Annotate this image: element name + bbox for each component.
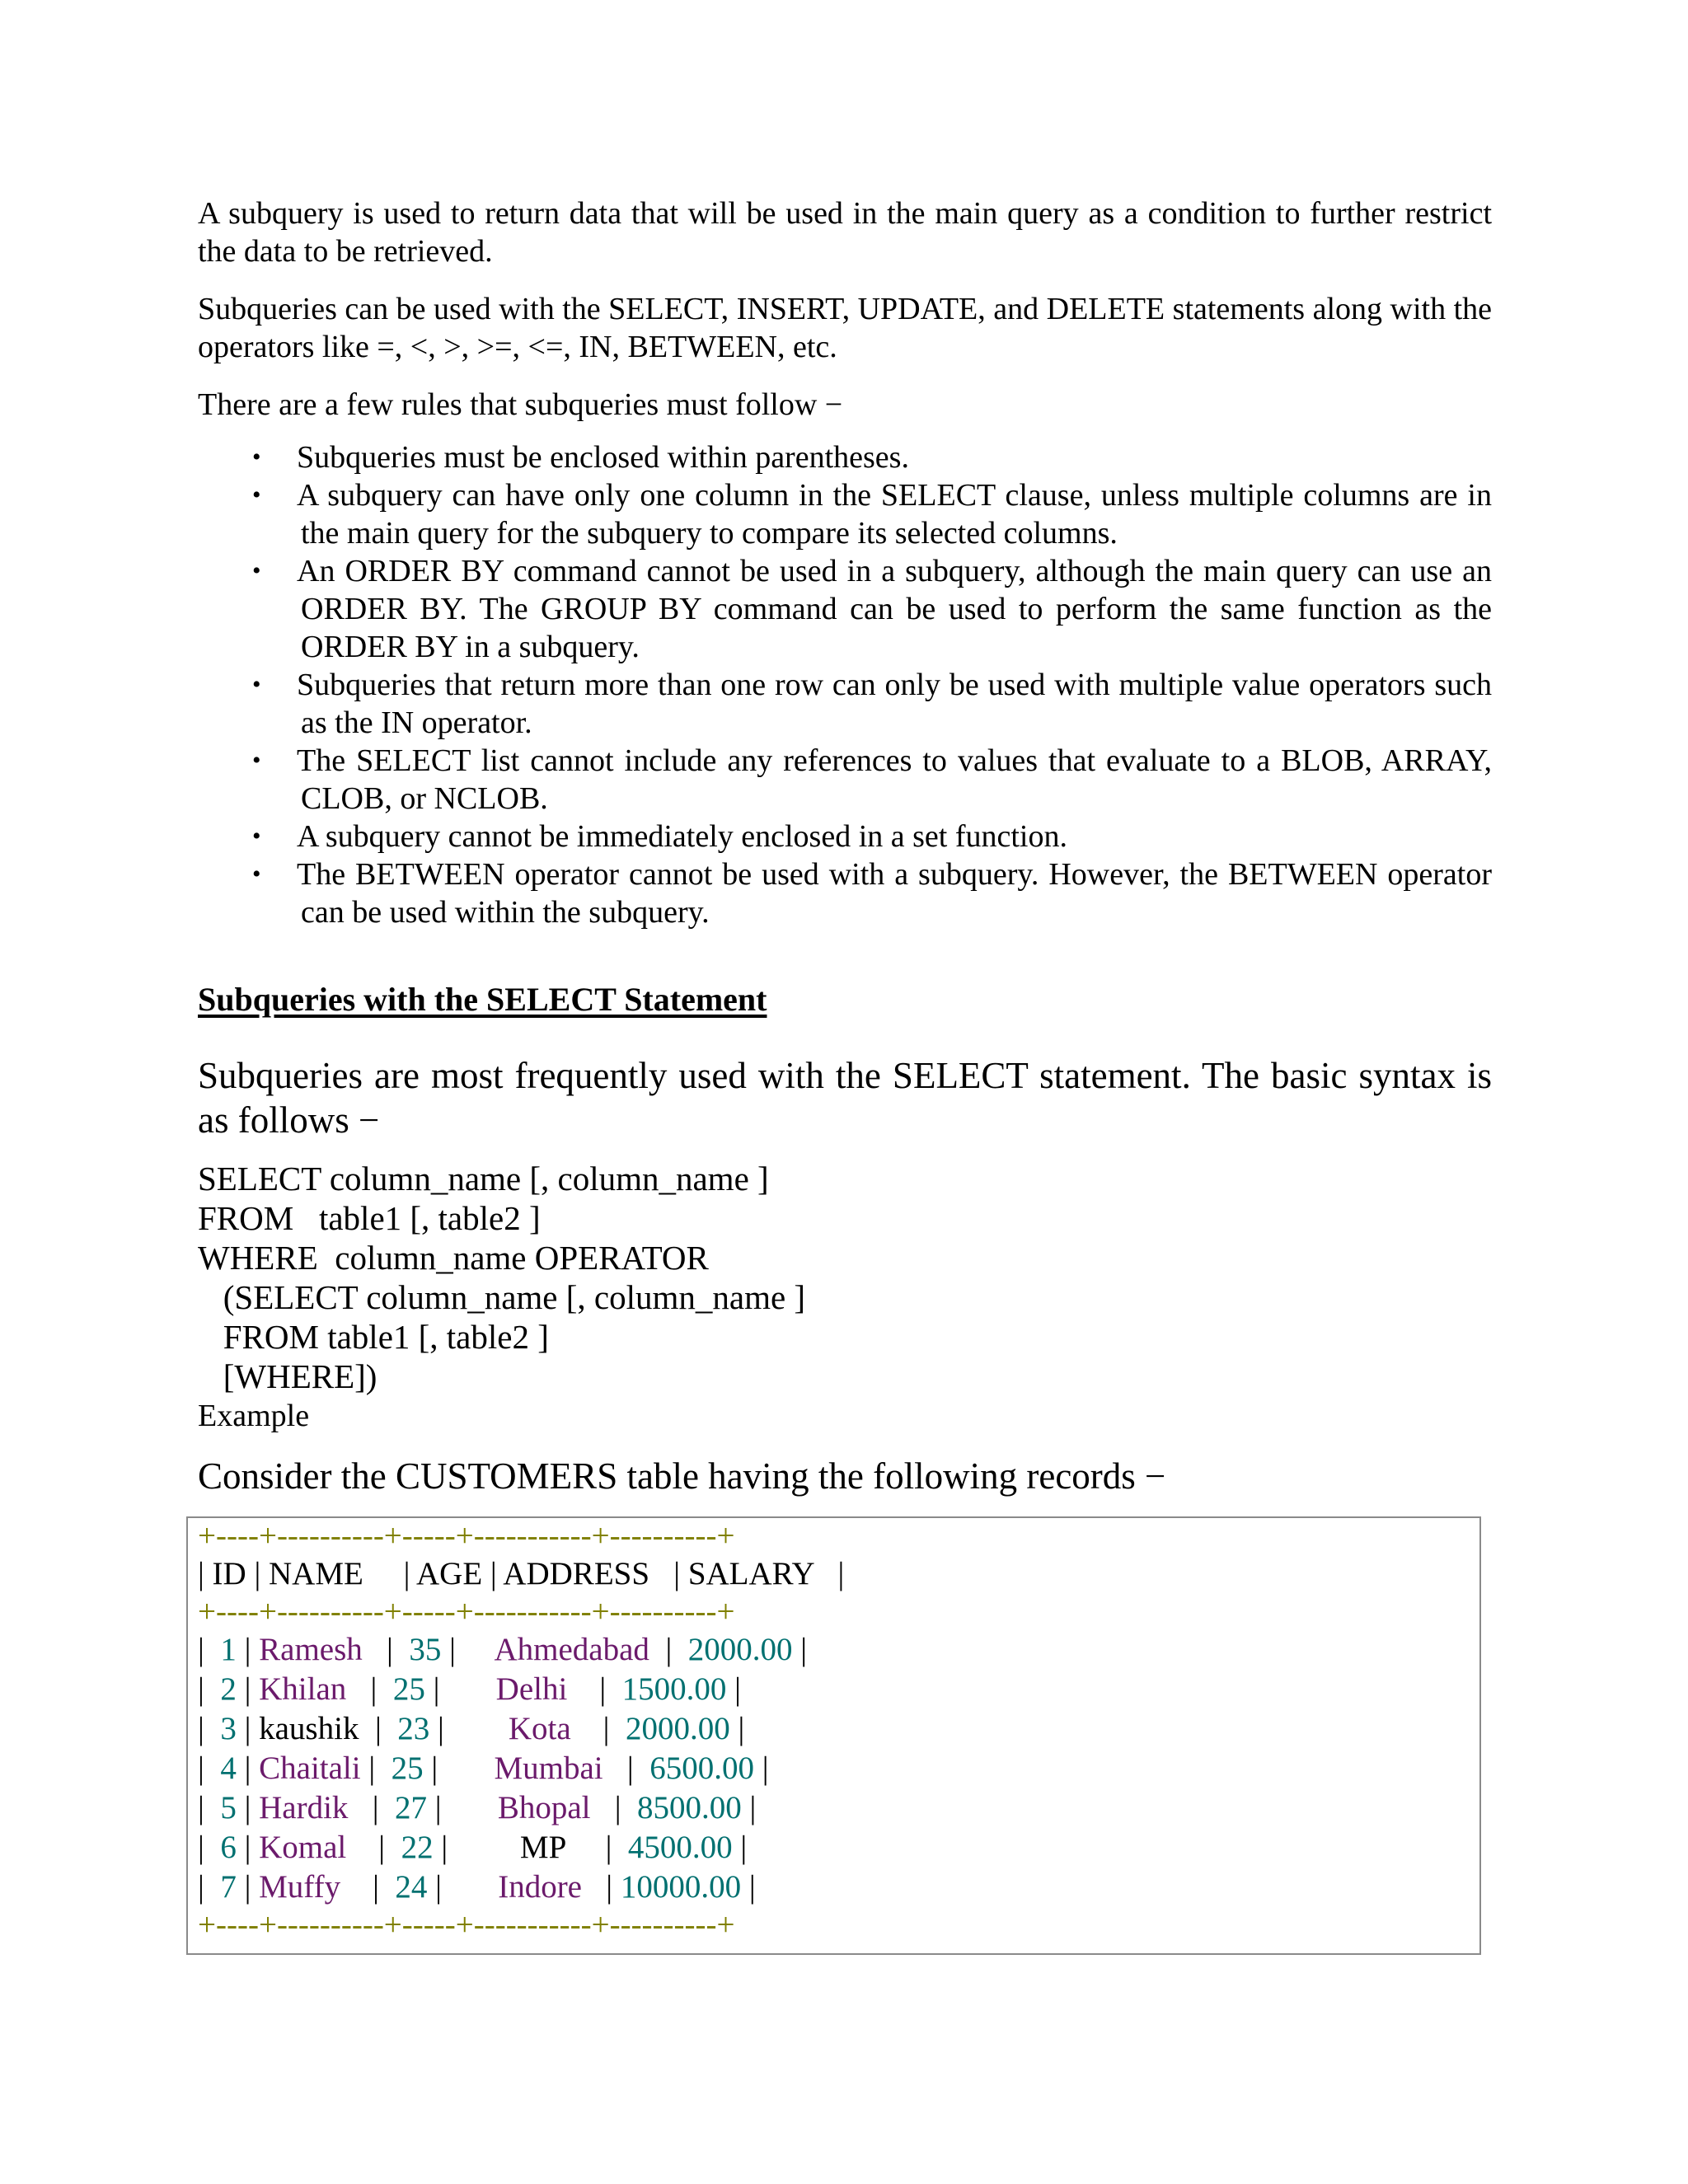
- cell-divider: |: [346, 1671, 393, 1707]
- cell-divider: |: [423, 1750, 478, 1786]
- cell-divider: |: [236, 1671, 260, 1707]
- cell-divider: |: [236, 1711, 260, 1746]
- cell-divider: |: [792, 1632, 808, 1667]
- rule-item: • Subqueries that return more than one row can only be used with multiple value operators such as the IN operator.: [252, 668, 1492, 740]
- table-row: [198, 1630, 1479, 1670]
- cell-name: Ramesh: [259, 1632, 363, 1667]
- cell-name: Khilan: [259, 1671, 347, 1707]
- cell-divider: |: [198, 1711, 221, 1746]
- cell-salary: 8500.00: [629, 1790, 742, 1825]
- cell-divider: |: [359, 1711, 398, 1746]
- cell-divider: |: [360, 1750, 392, 1786]
- cell-divider: |: [236, 1790, 260, 1825]
- bullet-icon: •: [252, 860, 261, 888]
- code-line: WHERE column_name OPERATOR: [198, 1239, 709, 1277]
- rule-item: • Subqueries must be enclosed within parentheses.: [252, 440, 909, 475]
- cell-id: 6: [220, 1830, 237, 1865]
- cell-age: 22: [401, 1830, 434, 1865]
- cell-salary: 4500.00: [620, 1830, 733, 1865]
- cell-divider: |: [198, 1830, 221, 1865]
- cell-age: 27: [395, 1790, 427, 1825]
- rule-item: • An ORDER BY command cannot be used in a subquery, although the main query can use an ORDER BY. The GROUP BY command can be used to perform the same function as the ORDER BY in a subquery.: [252, 554, 1492, 664]
- cell-address: Kota: [484, 1711, 595, 1746]
- section-heading: Subqueries with the SELECT Statement: [198, 981, 767, 1018]
- cell-divider: |: [657, 1632, 680, 1667]
- cell-id: 2: [220, 1671, 237, 1707]
- cell-id: 7: [220, 1869, 237, 1905]
- cell-divider: |: [198, 1790, 221, 1825]
- rules-list: [198, 438, 1492, 931]
- cell-age: 25: [391, 1750, 424, 1786]
- section-lead: Subqueries are most frequently used with the SELECT statement. The basic syntax is as follows −: [198, 1055, 1492, 1141]
- intro-paragraph-1: A subquery is used to return data that will be used in the main query as a condition to further restrict the data to be retrieved.: [198, 196, 1492, 269]
- code-line: FROM table1 [, table2 ]: [198, 1199, 541, 1237]
- cell-divider: |: [236, 1632, 260, 1667]
- customers-table: [186, 1516, 1481, 1955]
- cell-salary: 1500.00: [613, 1671, 727, 1707]
- cell-divider: |: [340, 1869, 396, 1905]
- bullet-icon: •: [252, 443, 261, 471]
- table-separator: +----+----------+-----+-----------+----------+: [198, 1594, 735, 1629]
- syntax-code-block: [198, 1159, 1492, 1396]
- cell-divider: |: [433, 1830, 488, 1865]
- cell-address: Delhi: [480, 1671, 592, 1707]
- rule-item: • The BETWEEN operator cannot be used with a subquery. However, the BETWEEN operator can be used within the subquery.: [252, 857, 1492, 930]
- cell-divider: |: [236, 1750, 260, 1786]
- cell-divider: |: [753, 1750, 769, 1786]
- cell-address: Bhopal: [481, 1790, 607, 1825]
- cell-divider: |: [741, 1790, 757, 1825]
- cell-divider: |: [619, 1750, 642, 1786]
- cell-divider: |: [598, 1869, 621, 1905]
- table-row: [198, 1828, 1479, 1868]
- table-separator: +----+----------+-----+-----------+----------+: [198, 1907, 735, 1943]
- table-header: | ID | NAME | AGE | ADDRESS | SALARY |: [198, 1556, 845, 1591]
- bullet-icon: •: [252, 823, 261, 850]
- bullet-icon: •: [252, 481, 261, 509]
- cell-name: Komal: [259, 1830, 347, 1865]
- cell-id: 3: [220, 1711, 237, 1746]
- table-row: [198, 1670, 1479, 1709]
- cell-address: MP: [487, 1830, 598, 1865]
- intro-paragraph-3: There are a few rules that subqueries must follow −: [198, 387, 843, 422]
- cell-divider: |: [198, 1869, 221, 1905]
- cell-id: 5: [220, 1790, 237, 1825]
- cell-name: Hardik: [259, 1790, 349, 1825]
- cell-address: Mumbai: [477, 1750, 620, 1786]
- cell-divider: |: [597, 1830, 621, 1865]
- cell-id: 1: [220, 1632, 237, 1667]
- cell-divider: |: [441, 1632, 495, 1667]
- cell-divider: |: [348, 1790, 395, 1825]
- cell-salary: 2000.00: [680, 1632, 793, 1667]
- cell-name: kaushik: [259, 1711, 359, 1746]
- cell-divider: |: [729, 1711, 745, 1746]
- cell-divider: |: [726, 1671, 741, 1707]
- document-page: [198, 194, 1492, 1513]
- cell-divider: |: [198, 1750, 221, 1786]
- code-line: (SELECT column_name [, column_name ]: [198, 1278, 806, 1316]
- cell-divider: |: [424, 1671, 481, 1707]
- table-body: [198, 1630, 1479, 1907]
- table-row: [198, 1749, 1479, 1788]
- code-line: SELECT column_name [, column_name ]: [198, 1160, 769, 1197]
- bullet-icon: •: [252, 747, 261, 774]
- cell-divider: |: [236, 1869, 260, 1905]
- cell-salary: 2000.00: [617, 1711, 730, 1746]
- cell-divider: |: [591, 1671, 614, 1707]
- table-row: [198, 1709, 1479, 1749]
- cell-address: Ahmedabad: [494, 1632, 658, 1667]
- table-row: [198, 1788, 1479, 1828]
- cell-divider: |: [427, 1869, 482, 1905]
- cell-divider: |: [362, 1632, 410, 1667]
- cell-age: 25: [392, 1671, 425, 1707]
- cell-divider: |: [346, 1830, 401, 1865]
- rule-item: • A subquery can have only one column in the SELECT clause, unless multiple columns are in the main query for the subquery to compare its selected columns.: [252, 478, 1492, 551]
- cell-divider: |: [732, 1830, 748, 1865]
- cell-divider: |: [427, 1790, 482, 1825]
- cell-divider: |: [198, 1671, 221, 1707]
- rule-item: • A subquery cannot be immediately enclosed in a set function.: [252, 819, 1067, 854]
- cell-divider: |: [594, 1711, 618, 1746]
- cell-id: 4: [220, 1750, 237, 1786]
- cell-age: 23: [397, 1711, 430, 1746]
- consider-paragraph: Consider the CUSTOMERS table having the following records −: [198, 1455, 1166, 1497]
- intro-paragraph-2: Subqueries can be used with the SELECT, INSERT, UPDATE, and DELETE statements along with the operators like =, <, >, >=, <=, IN, BETWEEN, etc.: [198, 292, 1492, 364]
- cell-address: Indore: [481, 1869, 598, 1905]
- cell-age: 35: [409, 1632, 442, 1667]
- cell-salary: 6500.00: [641, 1750, 754, 1786]
- table-separator: +----+----------+-----+-----------+----------+: [198, 1518, 735, 1554]
- rule-item: • The SELECT list cannot include any references to values that evaluate to a BLOB, ARRAY, CLOB, or NCLOB.: [252, 743, 1492, 816]
- cell-salary: 10000.00: [620, 1869, 742, 1905]
- cell-divider: |: [741, 1869, 756, 1905]
- code-line: [WHERE]): [198, 1357, 377, 1395]
- bullet-icon: •: [252, 557, 261, 584]
- cell-name: Chaitali: [259, 1750, 361, 1786]
- example-label: Example: [198, 1399, 310, 1433]
- cell-divider: |: [198, 1632, 221, 1667]
- bullet-icon: •: [252, 671, 261, 698]
- cell-divider: |: [606, 1790, 630, 1825]
- code-line: FROM table1 [, table2 ]: [198, 1318, 549, 1356]
- cell-age: 24: [395, 1869, 428, 1905]
- cell-divider: |: [236, 1830, 260, 1865]
- cell-name: Muffy: [259, 1869, 341, 1905]
- cell-divider: |: [429, 1711, 485, 1746]
- table-row: [198, 1868, 1479, 1907]
